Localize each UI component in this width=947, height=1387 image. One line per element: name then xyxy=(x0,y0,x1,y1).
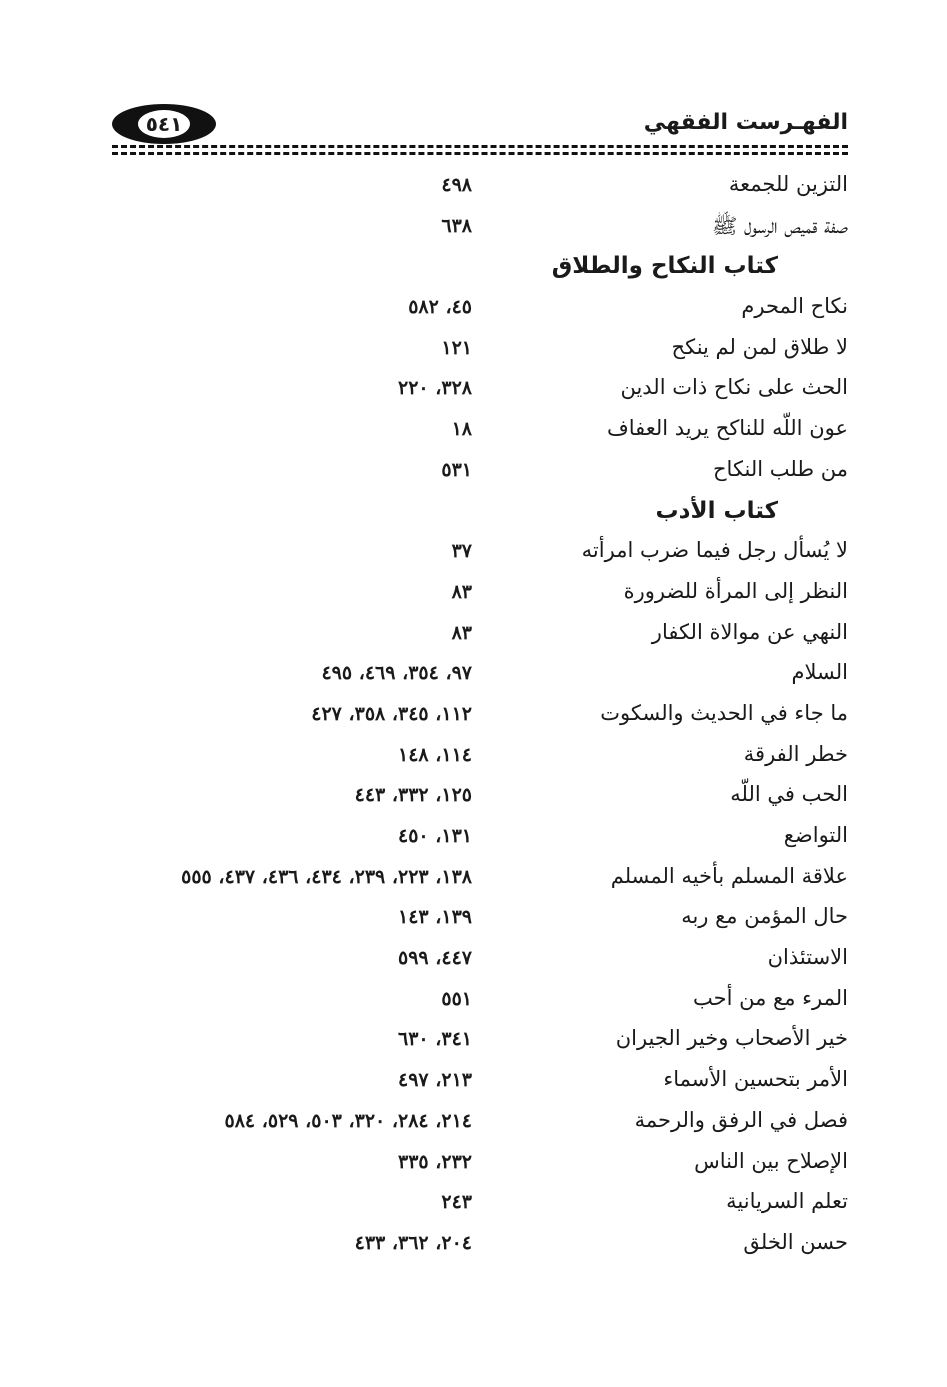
index-entry-row xyxy=(112,1185,848,1226)
entry-pages: ١٣٩، ١٤٣ xyxy=(398,906,472,929)
index-entry-row xyxy=(112,900,848,941)
index-entry-row xyxy=(112,778,848,819)
entry-title: علاقة المسلم بأخيه المسلم xyxy=(610,863,848,888)
index-entry-row xyxy=(112,656,848,697)
entry-pages: ٨٣ xyxy=(451,580,472,603)
index-entry-row xyxy=(112,860,848,901)
header-rule-top xyxy=(112,145,848,148)
entry-title: حسن الخلق xyxy=(743,1229,848,1254)
entry-title: صفة قميص الرسول ﷺ xyxy=(711,213,848,238)
index-entry-row xyxy=(112,819,848,860)
section-heading: كتاب الأدب xyxy=(655,497,778,524)
entry-pages: ٤٩٨ xyxy=(441,174,472,196)
index-entry-row xyxy=(112,534,848,575)
entry-title: الحب في اللّه xyxy=(730,782,848,807)
entry-title: المرء مع من أحب xyxy=(693,985,848,1010)
index-entry-row xyxy=(112,1063,848,1104)
entry-pages: ٨٣ xyxy=(451,621,472,644)
index-entry-row xyxy=(112,982,848,1023)
page-number-badge xyxy=(112,104,216,144)
entry-pages: ٤٤٧، ٥٩٩ xyxy=(398,947,472,970)
entry-title: الإصلاح بين الناس xyxy=(694,1148,848,1173)
entry-pages: ١٢١ xyxy=(441,336,472,359)
index-entry-row xyxy=(112,290,848,331)
index-entry-row xyxy=(112,412,848,453)
entry-pages: ٥٣١ xyxy=(441,458,472,481)
entry-title: النهي عن موالاة الكفار xyxy=(651,619,848,644)
entry-title: النظر إلى المرأة للضرورة xyxy=(623,578,848,603)
index-entry-row xyxy=(112,1145,848,1186)
entry-title: السلام xyxy=(791,660,848,685)
index-entry-row xyxy=(112,616,848,657)
index-entry-row xyxy=(112,1022,848,1063)
entry-title: تعلم السريانية xyxy=(726,1189,848,1214)
entry-title: فصل في الرفق والرحمة xyxy=(634,1107,848,1132)
entry-title: الأمر بتحسين الأسماء xyxy=(663,1067,848,1092)
index-entry-row xyxy=(112,1226,848,1267)
entry-pages: ١٣٨، ٢٢٣، ٢٣٩، ٤٣٤، ٤٣٦، ٤٣٧، ٥٥٥ xyxy=(181,865,472,888)
entry-title: لا يُسأل رجل فيما ضرب امرأته xyxy=(581,538,848,563)
entry-pages: ١٣١، ٤٥٠ xyxy=(398,825,472,847)
entry-pages: ٢٤٣ xyxy=(441,1191,472,1214)
entry-title: الاستئذان xyxy=(767,945,848,970)
entry-title: التزين للجمعة xyxy=(728,172,848,196)
index-entry-row xyxy=(112,371,848,412)
entry-pages: ١١٢، ٣٤٥، ٣٥٨، ٤٢٧ xyxy=(311,702,472,725)
index-entry-row xyxy=(112,575,848,616)
entry-title: لا طلاق لمن لم ينكح xyxy=(671,334,848,359)
entry-title: الحث على نكاح ذات الدين xyxy=(620,375,848,400)
index-entry-row xyxy=(112,941,848,982)
entry-pages: ٢١٣، ٤٩٧ xyxy=(398,1069,472,1092)
entry-pages: ١٨ xyxy=(451,418,472,441)
entry-pages: ٣٢٨، ٢٢٠ xyxy=(398,377,472,400)
entry-pages: ٤٥، ٥٨٢ xyxy=(408,296,472,319)
entry-pages: ٢٣٢، ٣٣٥ xyxy=(398,1150,472,1173)
page-header xyxy=(112,98,848,158)
entry-title: خطر الفرقة xyxy=(743,741,848,766)
entry-pages: ٦٣٨ xyxy=(441,214,472,237)
index-entry-row xyxy=(112,697,848,738)
entry-title: من طلب النكاح xyxy=(713,456,848,481)
section-heading: كتاب النكاح والطلاق xyxy=(551,253,778,280)
entry-title: نكاح المحرم xyxy=(741,294,848,319)
entry-pages: ٢٠٤، ٣٦٢، ٤٣٣ xyxy=(354,1231,472,1254)
entry-title: عون اللّه للناكح يريد العفاف xyxy=(606,416,848,441)
page-number: ٥٤١ xyxy=(138,110,190,138)
entry-pages: ١٢٥، ٣٣٢، ٤٤٣ xyxy=(354,784,472,807)
entry-pages: ٣٧ xyxy=(451,540,472,563)
index-entry-row xyxy=(112,1104,848,1145)
entry-pages: ٩٧، ٣٥٤، ٤٦٩، ٤٩٥ xyxy=(321,662,472,685)
entry-pages: ٥٥١ xyxy=(441,987,472,1010)
section-heading-row xyxy=(112,494,848,535)
entry-title: خير الأصحاب وخير الجيران xyxy=(615,1026,848,1051)
index-entry-row xyxy=(112,168,848,209)
index-entry-row xyxy=(112,453,848,494)
section-heading-row xyxy=(112,249,848,290)
entry-pages: ١١٤، ١٤٨ xyxy=(398,743,472,766)
entry-title: التواضع xyxy=(783,823,848,847)
entry-pages: ٢١٤، ٢٨٤، ٣٢٠، ٥٠٣، ٥٢٩، ٥٨٤ xyxy=(224,1109,472,1132)
entry-title: حال المؤمن مع ربه xyxy=(681,904,848,929)
index-list xyxy=(112,168,848,1267)
entry-title: ما جاء في الحديث والسكوت xyxy=(600,700,848,725)
running-title: الفهـرست الفقهي xyxy=(643,110,848,135)
index-entry-row xyxy=(112,738,848,779)
index-entry-row xyxy=(112,209,848,250)
header-rule-bottom xyxy=(112,152,848,155)
entry-pages: ٣٤١، ٦٣٠ xyxy=(398,1028,472,1051)
index-entry-row xyxy=(112,331,848,372)
